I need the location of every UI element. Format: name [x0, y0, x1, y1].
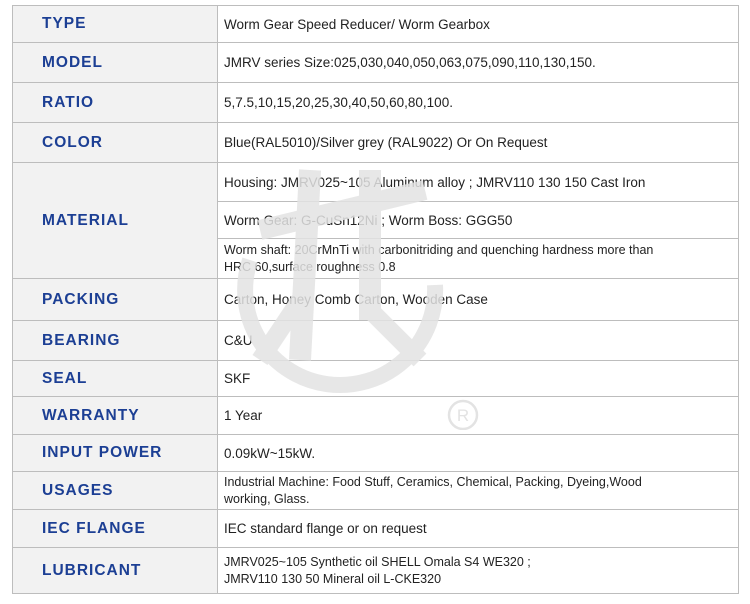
row-value-ratio: 5,7.5,10,15,20,25,30,40,50,60,80,100. — [218, 83, 739, 123]
row-label-input-power: INPUT POWER — [13, 435, 218, 472]
table-row — [13, 361, 739, 397]
lubricant-line1: JMRV025~105 Synthetic oil SHELL Omala S4 WE320 ; — [224, 554, 531, 569]
row-label-type: TYPE — [13, 6, 218, 43]
row-label-material: MATERIAL — [13, 163, 218, 279]
registered-mark: R — [456, 406, 470, 425]
table-row — [13, 510, 739, 548]
row-label-bearing: BEARING — [13, 321, 218, 361]
material-worm-gear-text: Worm Gear: G-CuSn12Ni ; Worm Boss: GGG50 — [224, 212, 513, 228]
table-row — [13, 548, 739, 594]
material-worm-shaft-line2: HRC 60,surface roughness 0.8 — [224, 259, 396, 274]
table-row — [13, 435, 739, 472]
row-value-iec-flange: IEC standard flange or on request — [218, 510, 739, 548]
row-value-input-power: 0.09kW~15kW. — [218, 435, 739, 472]
usages-line2: working, Glass. — [224, 491, 310, 506]
row-value-usages — [218, 472, 739, 510]
row-label-warranty: WARRANTY — [13, 397, 218, 435]
row-value-warranty: 1 Year — [218, 397, 739, 435]
row-label-color: COLOR — [13, 123, 218, 163]
row-label-model: MODEL — [13, 43, 218, 83]
row-value-model: JMRV series Size:025,030,040,050,063,075,090,110,130,150. — [218, 43, 739, 83]
row-label-seal: SEAL — [13, 361, 218, 397]
row-value-color: Blue(RAL5010)/Silver grey (RAL9022) Or On Request — [218, 123, 739, 163]
table-row — [13, 123, 739, 163]
lubricant-line2: JMRV110 130 50 Mineral oil L-CKE320 — [224, 571, 442, 586]
row-value-packing: Carton, Honey Comb Carton, Wooden Case — [218, 279, 739, 321]
row-value-type: Worm Gear Speed Reducer/ Worm Gearbox — [218, 6, 739, 43]
material-housing — [218, 163, 738, 202]
row-label-ratio: RATIO — [13, 83, 218, 123]
row-label-packing: PACKING — [13, 279, 218, 321]
row-value-bearing: C&U — [218, 321, 739, 361]
material-worm-gear — [218, 202, 738, 239]
table-row — [13, 279, 739, 321]
row-label-iec-flange: IEC FLANGE — [13, 510, 218, 548]
material-worm-shaft — [218, 239, 738, 278]
row-value-lubricant — [218, 548, 739, 594]
row-label-lubricant: LUBRICANT — [13, 548, 218, 594]
row-label-usages: USAGES — [13, 472, 218, 510]
row-value-material — [218, 163, 739, 279]
material-housing-text: Housing: JMRV025~105 Aluminum alloy ; JMRV110 130 150 Cast Iron — [224, 174, 646, 190]
table-row — [13, 83, 739, 123]
table-row — [13, 397, 739, 435]
row-value-seal: SKF — [218, 361, 739, 397]
table-row — [13, 472, 739, 510]
table-row — [13, 6, 739, 43]
spec-table — [12, 5, 739, 594]
spec-table-wrapper — [12, 5, 739, 594]
table-row — [13, 43, 739, 83]
table-row — [13, 163, 739, 279]
usages-line1: Industrial Machine: Food Stuff, Ceramics, Chemical, Packing, Dyeing,Wood — [224, 474, 642, 489]
material-worm-shaft-line1: Worm shaft: 20CrMnTi with carbonitriding and quenching hardness more than — [224, 242, 654, 257]
table-row — [13, 321, 739, 361]
